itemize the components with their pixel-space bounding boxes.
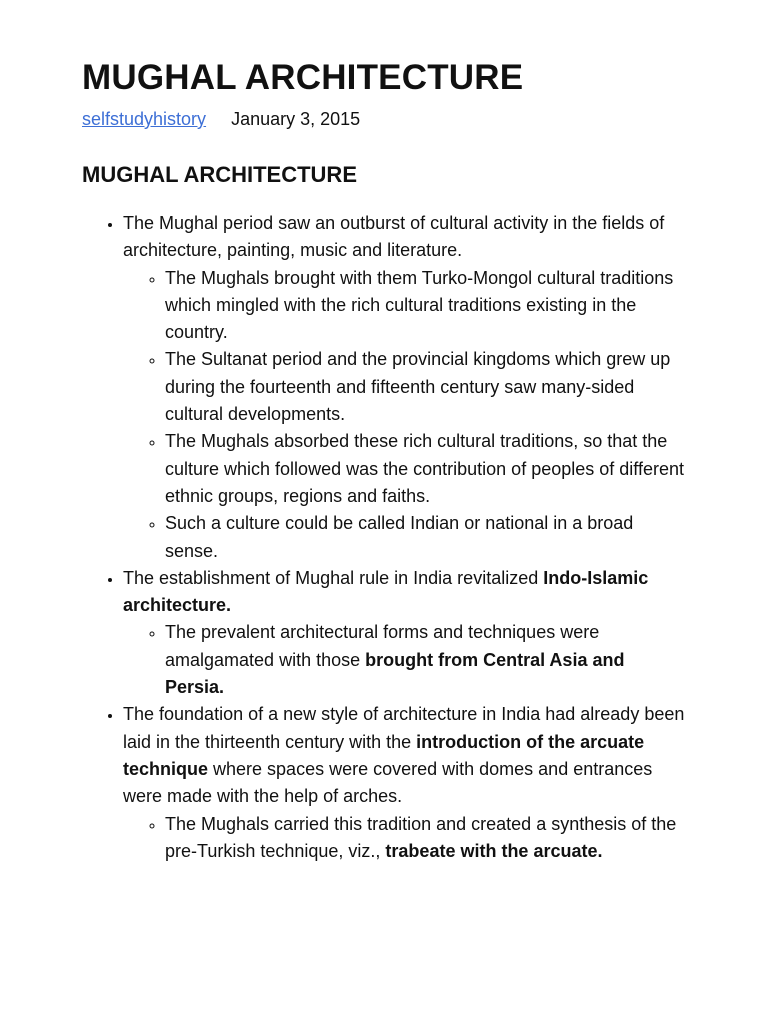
sub-list [123, 619, 686, 701]
publish-date: January 3, 2015 [231, 109, 361, 129]
list-item [123, 701, 686, 865]
sub-list-item: ◦ Such a culture could be called Indian or national in a broad sense. [165, 510, 686, 565]
article-meta [82, 106, 686, 132]
list-item-bold-text: Indo-Islamic architecture. [123, 567, 649, 616]
list-item-text: The Mughal period saw an outburst of cultural activity in the fields of architecture, painting, music and literature. [123, 213, 665, 261]
list-item [123, 565, 686, 701]
list-item-text: where spaces were covered with domes and entrances were made with the help of arches. [123, 758, 653, 807]
page-title: MUGHAL ARCHITECTURE [82, 58, 524, 97]
sub-list [123, 811, 686, 866]
sub-list-item [165, 811, 686, 866]
sub-list-item: ◦ The Mughals brought with them Turko-Mongol cultural traditions which mingled with the rich cultural traditions existing in the country. [165, 265, 686, 347]
sub-list [123, 265, 686, 565]
author-link[interactable]: selfstudyhistory [82, 109, 207, 129]
sub-list-item-text: The Mughals carried this tradition and created a synthesis of the pre-Turkish technique, viz., [165, 813, 677, 861]
bullet-list [82, 210, 686, 865]
list-item-bold-text: introduction of the arcuate technique [123, 731, 645, 779]
section-heading: MUGHAL ARCHITECTURE [82, 162, 357, 187]
sub-list-item [165, 619, 686, 701]
list-item [123, 210, 686, 565]
sub-list-item-bold-text: brought from Central Asia and Persia. [165, 649, 625, 698]
sub-list-item: ◦ The Sultanat period and the provincial kingdoms which grew up during the fourteenth and fifteenth century saw many-sided cultural developments. [165, 346, 686, 428]
list-item-text: The establishment of Mughal rule in India revitalized [123, 567, 544, 588]
list-item-text: The foundation of a new style of architecture in India had already been laid in the thirteenth century with the [123, 704, 685, 752]
sub-list-item: ◦ The Mughals absorbed these rich cultural traditions, so that the culture which followed was the contribution of peoples of different ethnic groups, regions and faiths. [165, 428, 686, 510]
sub-list-item-bold-text: trabeate with the arcuate. [385, 840, 603, 861]
sub-list-item-text: The prevalent architectural forms and techniques were amalgamated with those [165, 622, 600, 670]
